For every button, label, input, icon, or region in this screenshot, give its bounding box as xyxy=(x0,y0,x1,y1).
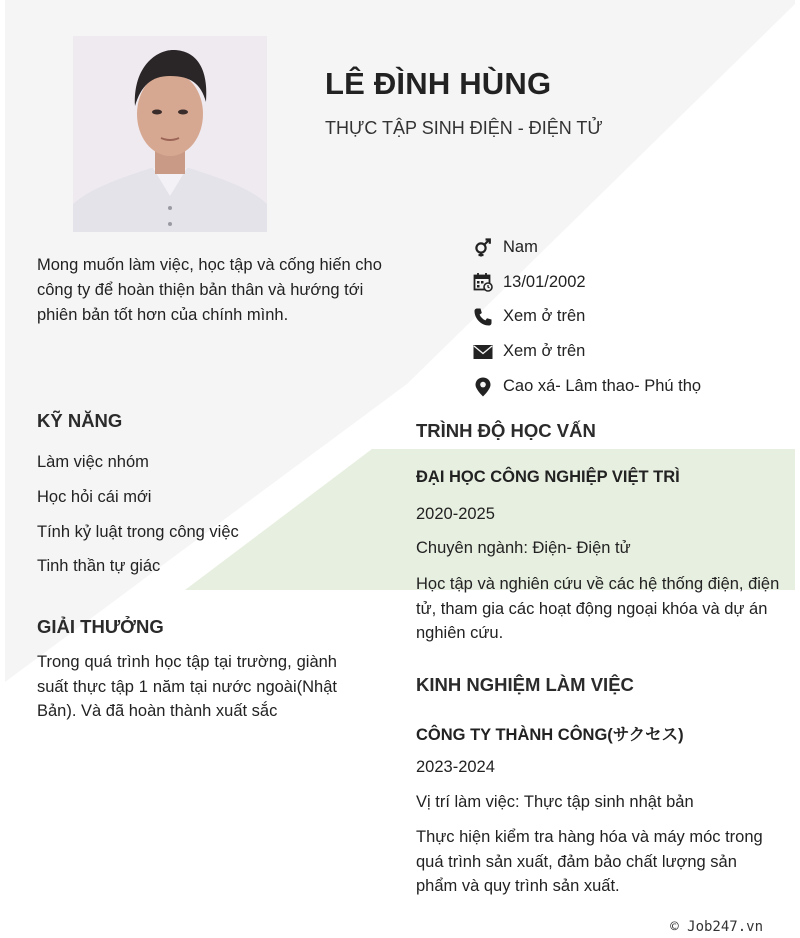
gender-icon xyxy=(472,236,494,258)
skill-item: Tính kỷ luật trong công việc xyxy=(37,522,239,541)
company-name: CÔNG TY THÀNH CÔNG(サクセス) xyxy=(416,726,684,744)
education-description: Học tập và nghiên cứu về các hệ thống điện, điện tử, tham gia các hoạt động ngoại khóa và dự án nghiên cứu. xyxy=(416,575,780,642)
location-pin-icon xyxy=(472,376,494,398)
address-value: Cao xá- Lâm thao- Phú thọ xyxy=(503,377,702,396)
experience-heading: KINH NGHIỆM LÀM VIỆC xyxy=(416,674,634,695)
profile-photo xyxy=(73,36,267,232)
job-title: THỰC TẬP SINH ĐIỆN - ĐIỆN TỬ xyxy=(325,118,603,138)
school-name: ĐẠI HỌC CÔNG NGHIỆP VIỆT TRÌ xyxy=(416,468,680,486)
experience-description: Thực hiện kiểm tra hàng hóa và máy móc trong quá trình sản xuất, đảm bảo chất lượng sản phẩm và quy trình sản xuất. xyxy=(416,828,763,895)
contact-phone xyxy=(472,300,792,335)
awards-heading: GIẢI THƯỞNG xyxy=(37,616,164,637)
contact-birthday xyxy=(472,265,792,300)
career-objective: Mong muốn làm việc, học tập và cống hiến cho công ty để hoàn thiện bản thân và hướng tới phiên bản tốt hơn của chính mình. xyxy=(37,256,382,324)
contact-gender xyxy=(472,230,792,265)
phone-value: Xem ở trên xyxy=(503,307,586,326)
education-period: 2020-2025 xyxy=(416,505,495,523)
contact-info xyxy=(472,230,792,404)
skill-item: Làm việc nhóm xyxy=(37,453,149,471)
experience-period: 2023-2024 xyxy=(416,758,495,776)
skills-list xyxy=(37,450,377,589)
experience-position: Vị trí làm việc: Thực tập sinh nhật bản xyxy=(416,793,694,811)
phone-icon xyxy=(472,306,494,328)
skill-item: Học hỏi cái mới xyxy=(37,487,152,506)
candidate-name: LÊ ĐÌNH HÙNG xyxy=(325,66,552,101)
envelope-icon xyxy=(472,341,494,363)
calendar-icon xyxy=(472,271,494,293)
contact-email xyxy=(472,334,792,369)
skills-heading: KỸ NĂNG xyxy=(37,410,123,431)
education-major: Chuyên ngành: Điện- Điện tử xyxy=(416,539,631,557)
skill-item: Tinh thần tự giác xyxy=(37,557,161,576)
education-heading: TRÌNH ĐỘ HỌC VẤN xyxy=(416,420,596,441)
awards-text: Trong quá trình học tập tại trường, giành suất thực tập 1 năm tại nước ngoài(Nhật Bản). Và đã hoàn thành xuất sắc xyxy=(37,653,337,720)
footer-credit: © Job247.vn xyxy=(670,919,763,935)
birthday-value: 13/01/2002 xyxy=(503,272,586,291)
contact-address xyxy=(472,369,792,404)
email-value: Xem ở trên xyxy=(503,342,586,361)
gender-value: Nam xyxy=(503,237,538,256)
